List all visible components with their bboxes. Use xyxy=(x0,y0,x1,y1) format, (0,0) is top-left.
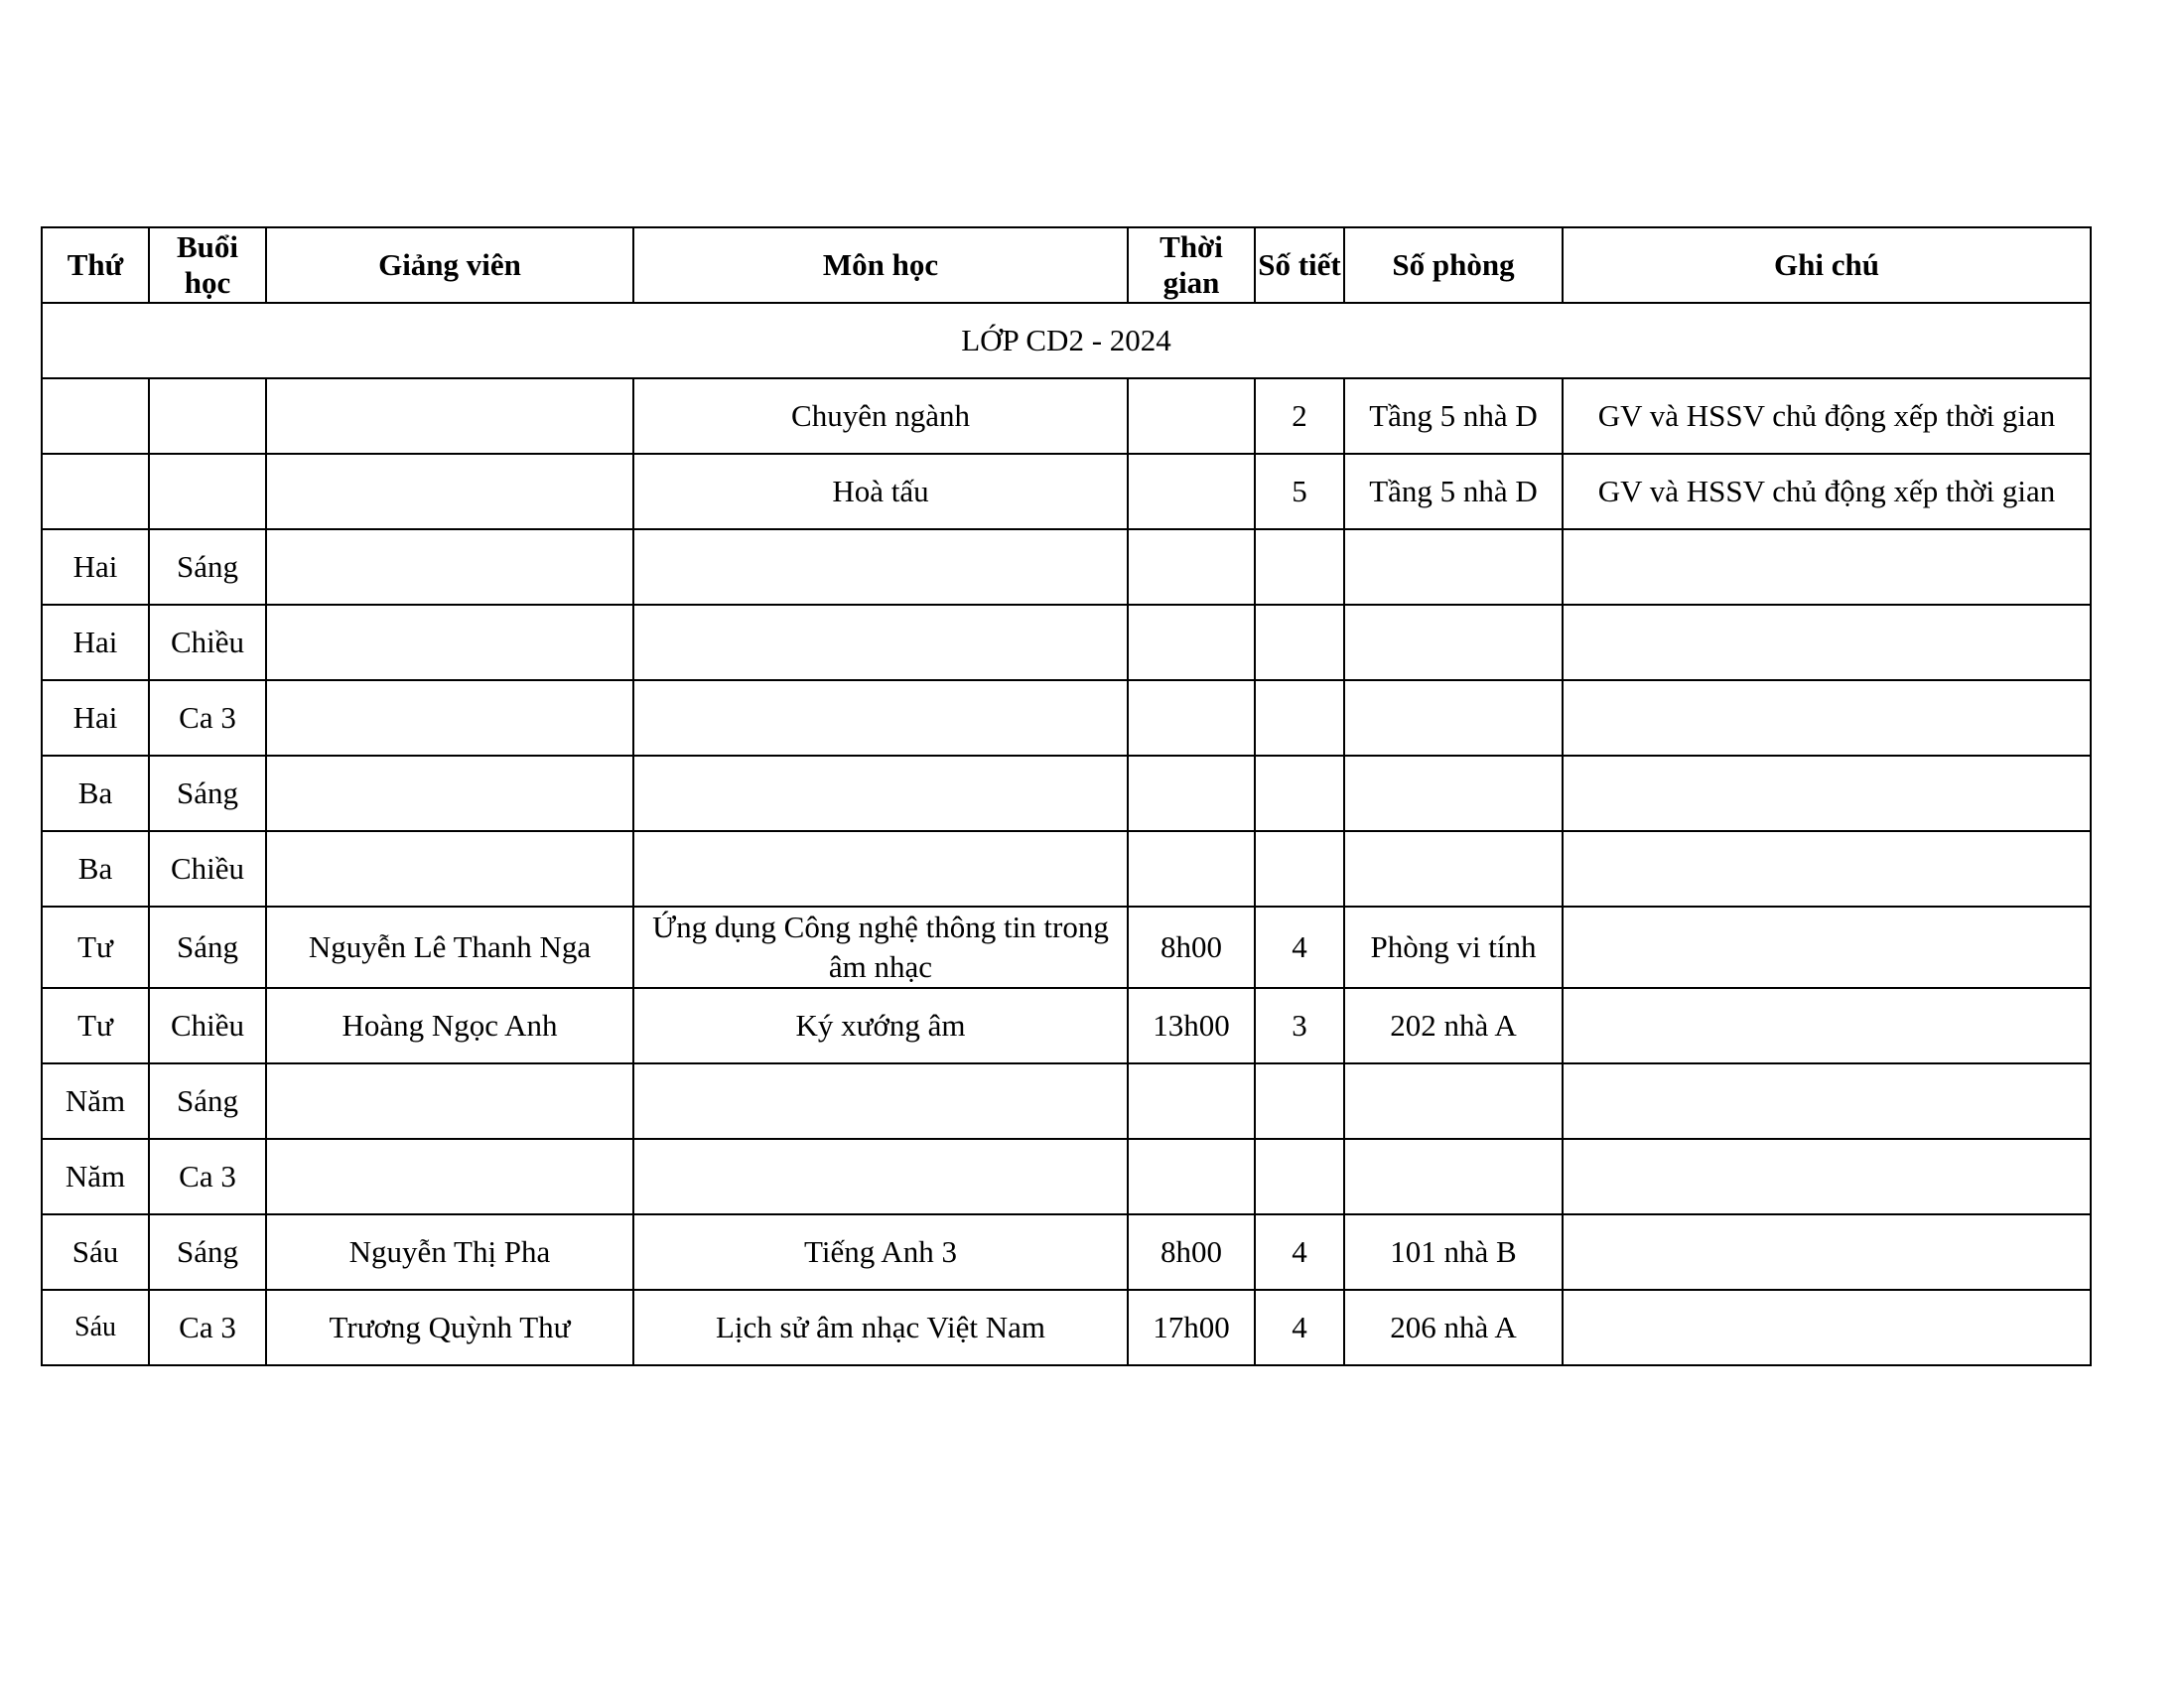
cell-so-tiet: 5 xyxy=(1255,454,1344,529)
cell-so-phong xyxy=(1344,756,1563,831)
header-so-phong: Số phòng xyxy=(1344,227,1563,303)
cell-mon-hoc xyxy=(633,605,1128,680)
cell-so-phong xyxy=(1344,1063,1563,1139)
header-buoi-hoc: Buổi học xyxy=(149,227,266,303)
cell-ghi-chu: GV và HSSV chủ động xếp thời gian xyxy=(1563,378,2091,454)
cell-giang-vien: Trương Quỳnh Thư xyxy=(266,1290,633,1365)
cell-so-tiet xyxy=(1255,1139,1344,1214)
cell-thoi-gian xyxy=(1128,529,1255,605)
cell-mon-hoc: Ký xướng âm xyxy=(633,988,1128,1063)
cell-so-tiet: 2 xyxy=(1255,378,1344,454)
cell-buoi: Ca 3 xyxy=(149,680,266,756)
cell-ghi-chu xyxy=(1563,529,2091,605)
table-row xyxy=(42,907,2091,988)
cell-so-phong: 202 nhà A xyxy=(1344,988,1563,1063)
table-row xyxy=(42,831,2091,907)
cell-giang-vien: Hoàng Ngọc Anh xyxy=(266,988,633,1063)
table-row xyxy=(42,1214,2091,1290)
cell-mon-hoc xyxy=(633,1063,1128,1139)
cell-thu xyxy=(42,378,149,454)
cell-thu: Hai xyxy=(42,605,149,680)
cell-thu: Năm xyxy=(42,1139,149,1214)
header-mon-hoc: Môn học xyxy=(633,227,1128,303)
header-thu: Thứ xyxy=(42,227,149,303)
cell-giang-vien xyxy=(266,454,633,529)
cell-ghi-chu xyxy=(1563,1290,2091,1365)
cell-thu: Sáu xyxy=(42,1290,149,1365)
header-thoi-gian: Thời gian xyxy=(1128,227,1255,303)
class-title: LỚP CD2 - 2024 xyxy=(42,303,2091,378)
cell-thoi-gian xyxy=(1128,1063,1255,1139)
cell-so-phong xyxy=(1344,680,1563,756)
cell-thoi-gian: 13h00 xyxy=(1128,988,1255,1063)
cell-giang-vien xyxy=(266,1063,633,1139)
cell-mon-hoc: Lịch sử âm nhạc Việt Nam xyxy=(633,1290,1128,1365)
header-so-tiet: Số tiết xyxy=(1255,227,1344,303)
cell-so-tiet xyxy=(1255,680,1344,756)
header-giang-vien: Giảng viên xyxy=(266,227,633,303)
cell-giang-vien xyxy=(266,680,633,756)
table-row xyxy=(42,756,2091,831)
cell-so-tiet xyxy=(1255,605,1344,680)
cell-thu: Hai xyxy=(42,529,149,605)
table-row xyxy=(42,605,2091,680)
cell-giang-vien xyxy=(266,756,633,831)
cell-mon-hoc xyxy=(633,831,1128,907)
cell-giang-vien xyxy=(266,529,633,605)
cell-so-tiet xyxy=(1255,529,1344,605)
cell-thu: Năm xyxy=(42,1063,149,1139)
cell-thoi-gian xyxy=(1128,756,1255,831)
cell-buoi: Sáng xyxy=(149,529,266,605)
cell-so-phong xyxy=(1344,1139,1563,1214)
cell-mon-hoc: Hoà tấu xyxy=(633,454,1128,529)
cell-so-tiet: 4 xyxy=(1255,1214,1344,1290)
cell-so-tiet xyxy=(1255,756,1344,831)
cell-so-phong xyxy=(1344,605,1563,680)
schedule-sheet xyxy=(41,226,2092,1366)
cell-thu: Sáu xyxy=(42,1214,149,1290)
cell-so-phong: 206 nhà A xyxy=(1344,1290,1563,1365)
cell-so-phong xyxy=(1344,529,1563,605)
cell-ghi-chu xyxy=(1563,756,2091,831)
cell-so-phong: 101 nhà B xyxy=(1344,1214,1563,1290)
cell-mon-hoc xyxy=(633,756,1128,831)
cell-ghi-chu xyxy=(1563,1214,2091,1290)
schedule-table xyxy=(41,226,2092,1366)
cell-giang-vien: Nguyễn Lê Thanh Nga xyxy=(266,907,633,988)
cell-buoi: Chiều xyxy=(149,831,266,907)
cell-mon-hoc: Tiếng Anh 3 xyxy=(633,1214,1128,1290)
cell-ghi-chu xyxy=(1563,988,2091,1063)
cell-giang-vien xyxy=(266,1139,633,1214)
table-row xyxy=(42,988,2091,1063)
cell-thu: Ba xyxy=(42,756,149,831)
cell-thu: Tư xyxy=(42,907,149,988)
cell-so-tiet: 4 xyxy=(1255,907,1344,988)
cell-buoi: Sáng xyxy=(149,756,266,831)
cell-buoi: Chiều xyxy=(149,605,266,680)
table-row xyxy=(42,1139,2091,1214)
cell-thoi-gian xyxy=(1128,680,1255,756)
cell-mon-hoc xyxy=(633,529,1128,605)
cell-giang-vien: Nguyễn Thị Pha xyxy=(266,1214,633,1290)
cell-ghi-chu xyxy=(1563,1063,2091,1139)
cell-thoi-gian: 17h00 xyxy=(1128,1290,1255,1365)
header-row xyxy=(42,227,2091,303)
cell-buoi: Sáng xyxy=(149,1214,266,1290)
cell-thu: Tư xyxy=(42,988,149,1063)
table-row xyxy=(42,454,2091,529)
cell-ghi-chu xyxy=(1563,907,2091,988)
table-row xyxy=(42,680,2091,756)
cell-so-phong: Tầng 5 nhà D xyxy=(1344,378,1563,454)
cell-so-phong: Tầng 5 nhà D xyxy=(1344,454,1563,529)
cell-thoi-gian xyxy=(1128,454,1255,529)
cell-so-tiet: 3 xyxy=(1255,988,1344,1063)
cell-so-tiet xyxy=(1255,1063,1344,1139)
class-title-row xyxy=(42,303,2091,378)
cell-mon-hoc xyxy=(633,680,1128,756)
cell-ghi-chu: GV và HSSV chủ động xếp thời gian xyxy=(1563,454,2091,529)
table-row xyxy=(42,1063,2091,1139)
table-row xyxy=(42,378,2091,454)
cell-thoi-gian xyxy=(1128,831,1255,907)
cell-ghi-chu xyxy=(1563,831,2091,907)
cell-so-phong xyxy=(1344,831,1563,907)
cell-buoi: Sáng xyxy=(149,1063,266,1139)
cell-thoi-gian xyxy=(1128,605,1255,680)
cell-ghi-chu xyxy=(1563,680,2091,756)
cell-buoi: Sáng xyxy=(149,907,266,988)
cell-mon-hoc: Ứng dụng Công nghệ thông tin trong âm nhạc xyxy=(633,907,1128,988)
cell-thoi-gian xyxy=(1128,378,1255,454)
cell-so-tiet xyxy=(1255,831,1344,907)
cell-thu xyxy=(42,454,149,529)
cell-buoi: Chiều xyxy=(149,988,266,1063)
cell-buoi: Ca 3 xyxy=(149,1139,266,1214)
header-ghi-chu: Ghi chú xyxy=(1563,227,2091,303)
cell-thoi-gian: 8h00 xyxy=(1128,907,1255,988)
cell-buoi: Ca 3 xyxy=(149,1290,266,1365)
cell-so-tiet: 4 xyxy=(1255,1290,1344,1365)
cell-so-phong: Phòng vi tính xyxy=(1344,907,1563,988)
cell-buoi xyxy=(149,378,266,454)
cell-thoi-gian: 8h00 xyxy=(1128,1214,1255,1290)
cell-buoi xyxy=(149,454,266,529)
cell-giang-vien xyxy=(266,378,633,454)
table-row xyxy=(42,1290,2091,1365)
cell-ghi-chu xyxy=(1563,1139,2091,1214)
cell-mon-hoc xyxy=(633,1139,1128,1214)
cell-giang-vien xyxy=(266,831,633,907)
cell-thu: Ba xyxy=(42,831,149,907)
cell-thu: Hai xyxy=(42,680,149,756)
cell-giang-vien xyxy=(266,605,633,680)
table-row xyxy=(42,529,2091,605)
cell-ghi-chu xyxy=(1563,605,2091,680)
cell-thoi-gian xyxy=(1128,1139,1255,1214)
cell-mon-hoc: Chuyên ngành xyxy=(633,378,1128,454)
